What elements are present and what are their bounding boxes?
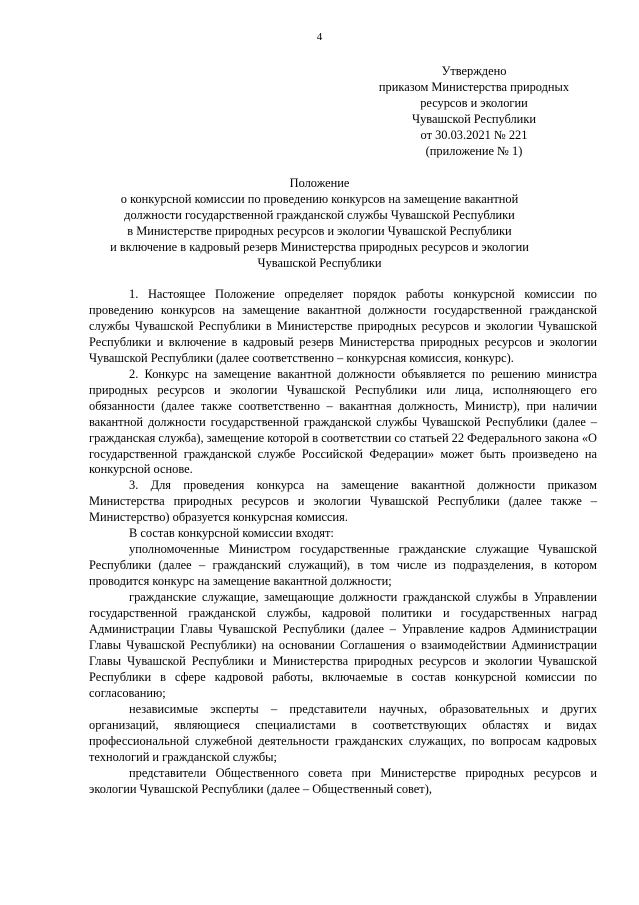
paragraph: 1. Настоящее Положение определяет порядок работы конкурсной комиссии по проведению конкурсов на замещение вакантной должности государственной гражданской службы Чувашской Республики в Министерстве природных ресурсов и экологии Чувашской Республики и включение в кадровый резерв Министерства природных ресурсов и экологии Чувашской Республики (далее соответственно – конкурсная комиссия, конкурс). bbox=[89, 287, 597, 365]
page-number: 4 bbox=[316, 31, 323, 43]
title-line-1: о конкурсной комиссии по проведению конкурсов на замещение вакантной bbox=[120, 192, 519, 206]
paragraph: 3. Для проведения конкурса на замещение вакантной должности приказом Министерства природных ресурсов и экологии Чувашской Республики (далее также – Министерство) образуется конкурсная комиссия. bbox=[89, 478, 597, 525]
approval-line-5: от 30.03.2021 № 221 bbox=[420, 128, 528, 142]
paragraph: гражданские служащие, замещающие должности гражданской службы в Управлении государственной гражданской службы, кадровой политики и государственных наград Администрации Главы Чувашской Республики (далее – Управление кадров Администрации Главы Чувашской Республики) на основании Соглашения о взаимодействии Администрации Главы Чувашской Республики и Министерства природных ресурсов и экологии Чувашской Республики в сфере кадровой работы, включаемые в состав конкурсной комиссии по согласованию; bbox=[89, 590, 597, 700]
approval-line-3: ресурсов и экологии bbox=[420, 96, 528, 110]
paragraph: В состав конкурсной комиссии входят: bbox=[129, 526, 334, 541]
approval-line-2: приказом Министерства природных bbox=[378, 80, 570, 94]
paragraph: представители Общественного совета при Министерстве природных ресурсов и экологии Чувашской Республики (далее – Общественный совет), bbox=[89, 765, 597, 796]
title-heading: Положение bbox=[289, 176, 350, 190]
approval-line-1: Утверждено bbox=[441, 64, 507, 78]
approval-line-4: Чувашской Республики bbox=[412, 112, 536, 126]
title-line-5: Чувашской Республики bbox=[257, 256, 382, 270]
paragraph: независимые эксперты – представители научных, образовательных и других организаций, являющиеся специалистами в соответствующих областях и видах профессиональной служебной деятельности гражданских служащих, по вопросам кадровых технологий и гражданской службы; bbox=[89, 701, 597, 764]
document-body bbox=[89, 287, 597, 798]
approval-stamp bbox=[358, 63, 590, 159]
paragraph: 2. Конкурс на замещение вакантной должности объявляется по решению министра природных ресурсов и экологии Чувашской Республики или лица, исполняющего его обязанности (далее также соответственно – вакантная должность, Министр), при наличии вакантной должности государственной гражданской службы Чувашской Республики (далее – гражданская служба), замещение которой в соответствии со статьей 22 Федерального закона «О государственной гражданской службе Российской Федерации» может быть произведено на конкурсной основе. bbox=[89, 366, 597, 477]
title-line-2: должности государственной гражданской службы Чувашской Республики bbox=[124, 208, 515, 222]
approval-line-6: (приложение № 1) bbox=[425, 144, 523, 158]
title-line-4: и включение в кадровый резерв Министерства природных ресурсов и экологии bbox=[110, 240, 529, 254]
paragraph: уполномоченные Министром государственные гражданские служащие Чувашской Республики (далее – гражданский служащий), в том числе из подразделения, в котором проводится конкурс на замещение вакантной должности; bbox=[89, 542, 597, 589]
document-title bbox=[80, 175, 559, 271]
title-line-3: в Министерстве природных ресурсов и экологии Чувашской Республики bbox=[127, 224, 512, 238]
